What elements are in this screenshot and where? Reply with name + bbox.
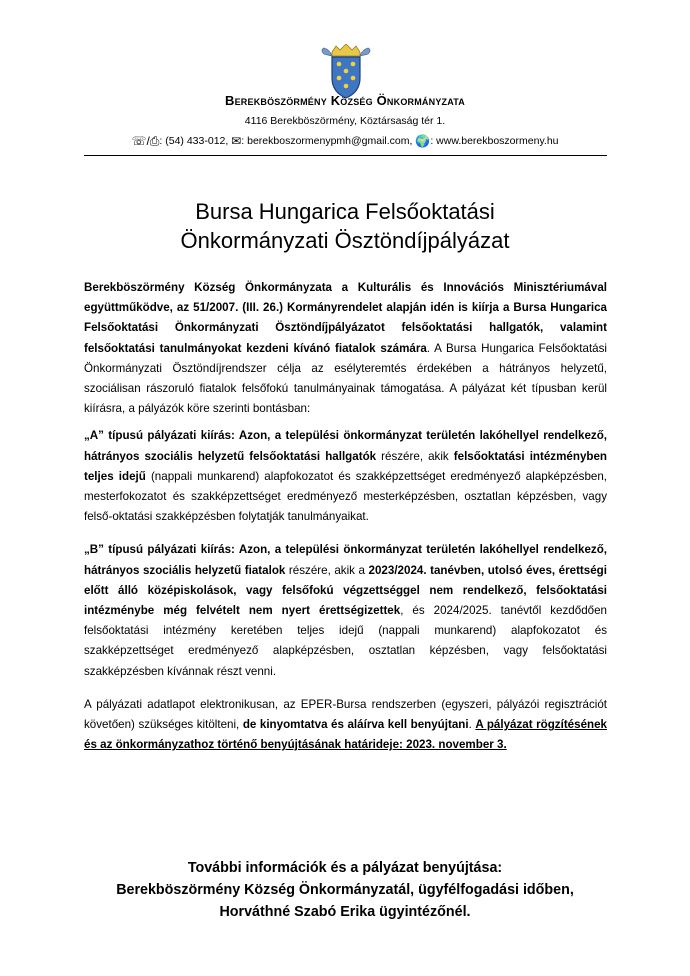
type-a-paragraph: „A” típusú pályázati kiírás: Azon, a települési önkormányzat területén lakóhellyel rendelkező, hátrányos szociális helyzetű felsőoktatási hallgatók részére, akik felsőoktatási intézményben teljes idejű (nappali munkarend) alapfokozatot és szakképzettséget eredményező alapképzésben, mesterfokozatot és szakképzettséget eredményező mesterképzésben, osztatlan képzésben, vagy felső-oktatási szakképzésben folytatják tanulmányaikat. bbox=[84, 429, 608, 524]
type-b-paragraph: „B” típusú pályázati kiírás: Azon, a települési önkormányzat területén lakóhellyel rendelkező, hátrányos szociális helyzetű fiatalok részére, akik a 2023/2024. tanévben, utolsó éves, érettségi előtt álló középiskolások, vagy felsőfokú végzettséggel nem rendelkező, felsőoktatási intézménybe még felvételt nem nyert érettségizettek, és 2024/2025. tanévtől kezdődően felsőoktatási intézmény keretében teljes idejű (nappali munkarend) alapfokozatot és szakképzettséget eredményező alapképzésben, osztatlan képzésben, vagy felsőoktatási szakképzésben kívánnak részt venni. bbox=[84, 543, 607, 678]
globe-icon: 🌍 bbox=[415, 134, 431, 148]
contact-line: ☏/⎙: (54) 433-012, ✉: berekboszormenypmh@gmail.com, 🌍: www.berekboszormeny.hu bbox=[131, 134, 559, 148]
document-title: Bursa Hungarica Felsőoktatási Önkormányzati Ösztöndíjpályázat bbox=[180, 199, 510, 253]
coat-of-arms-logo bbox=[318, 44, 374, 100]
footer-info: További információk és a pályázat benyújtása: Berekböszörmény Község Önkormányzatál, ügyfélfogadási időben, Horváthné Szabó Erika ügyintézőnél. bbox=[116, 860, 574, 920]
document-body bbox=[84, 278, 607, 755]
address: 4116 Berekböszörmény, Köztársaság tér 1. bbox=[244, 115, 446, 127]
closing-paragraph: A pályázati adatlapot elektronikusan, az EPER-Bursa rendszerben (egyszeri, pályázói regisztrációt követően) szükséges kitölteni, de kinyomtatva és aláírva kell benyújtani. A pályázat rögzítésének és az önkormányzathoz történő benyújtásának határideje: 2023. november 3. bbox=[84, 697, 608, 752]
phone-fax-icon: ☏/⎙ bbox=[131, 134, 160, 148]
mail-icon: ✉ bbox=[231, 134, 242, 148]
organization-name: Berekböszörmény Község Önkormányzata bbox=[225, 93, 465, 108]
header-divider bbox=[84, 155, 607, 156]
intro-paragraph: Berekböszörmény Község Önkormányzata a Kulturális és Innovációs Minisztériumával együttműködve, az 51/2007. (III. 26.) Kormányrendelet alapján idén is kiírja a Bursa Hungarica Felsőoktatási Önkormányzati Ösztöndíjpályázatot felsőoktatási hallgatók, valamint felsőoktatási tanulmányokat kezdeni kívánó fiatalok számára. A Bursa Hungarica Felsőoktatási Önkormányzati Ösztöndíjrendszer célja az esélyteremtés érdekében a hátrányos helyzetű, szociálisan rászoruló fiatalok felsőfokú tanulmányainak támogatása. A pályázat két típusban kerül kiírásra, a pályázók köre szerinti bontásban: bbox=[84, 281, 607, 416]
phone: (54) 433-012, bbox=[165, 135, 229, 147]
email[interactable]: berekboszormenypmh@gmail.com, bbox=[247, 135, 413, 147]
website[interactable]: www.berekboszormeny.hu bbox=[436, 135, 559, 147]
